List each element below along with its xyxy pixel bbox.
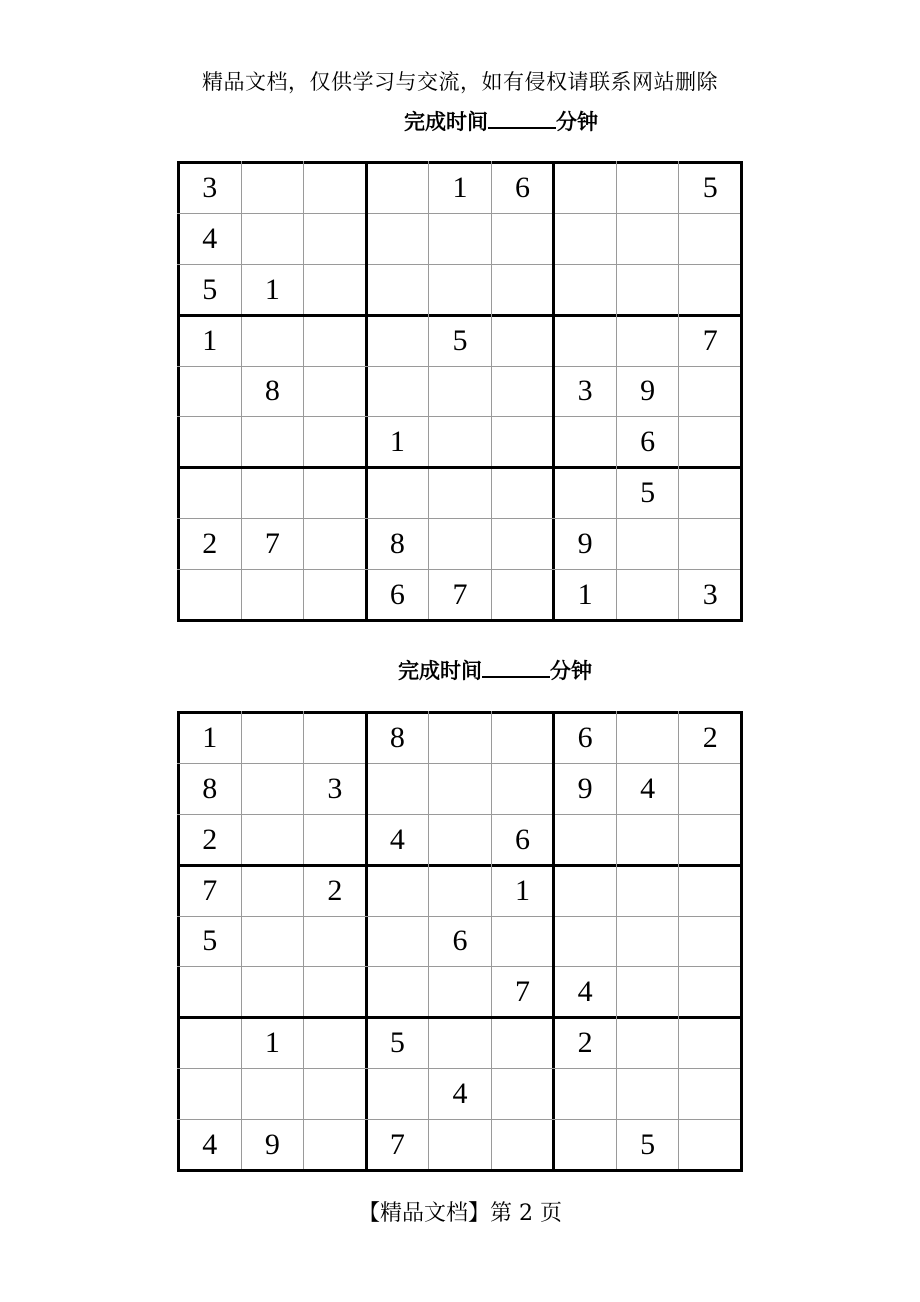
sudoku-cell: 2 bbox=[327, 873, 343, 907]
sudoku-cell: 7 bbox=[389, 1128, 405, 1162]
sudoku-cell bbox=[680, 918, 740, 966]
sudoku-cell bbox=[243, 469, 303, 517]
sudoku-cell bbox=[243, 1070, 303, 1118]
sudoku-cell bbox=[493, 469, 553, 517]
sudoku-cell: 6 bbox=[577, 720, 593, 754]
sudoku-cell bbox=[305, 164, 365, 212]
sudoku-cell bbox=[305, 571, 365, 619]
sudoku-cell bbox=[618, 317, 678, 365]
sudoku-cell: 7 bbox=[264, 527, 280, 561]
sudoku-cell bbox=[618, 215, 678, 263]
sudoku-cell bbox=[493, 317, 553, 365]
sudoku-cell bbox=[430, 418, 490, 466]
sudoku-cell bbox=[243, 164, 303, 212]
sudoku-cell bbox=[493, 215, 553, 263]
sudoku-cell bbox=[430, 968, 490, 1016]
time-blank bbox=[488, 107, 556, 129]
sudoku-cell bbox=[555, 266, 615, 314]
sudoku-cell bbox=[618, 1019, 678, 1067]
sudoku-cell bbox=[618, 816, 678, 864]
sudoku-cell bbox=[555, 918, 615, 966]
sudoku-cell bbox=[243, 918, 303, 966]
cell-line-vertical bbox=[428, 161, 429, 622]
sudoku-cell bbox=[680, 520, 740, 568]
sudoku-cell bbox=[430, 368, 490, 416]
sudoku-cell bbox=[680, 968, 740, 1016]
sudoku-cell bbox=[305, 520, 365, 568]
sudoku-cell bbox=[680, 418, 740, 466]
sudoku-cell bbox=[555, 317, 615, 365]
sudoku-cell: 5 bbox=[640, 476, 656, 510]
sudoku-cell bbox=[430, 816, 490, 864]
sudoku-cell bbox=[305, 215, 365, 263]
sudoku-cell: 4 bbox=[577, 975, 593, 1009]
sudoku-cell bbox=[680, 469, 740, 517]
sudoku-cell bbox=[618, 571, 678, 619]
sudoku-cell bbox=[555, 1121, 615, 1169]
sudoku-cell bbox=[180, 571, 240, 619]
sudoku-cell bbox=[430, 1019, 490, 1067]
sudoku-cell: 3 bbox=[202, 170, 218, 204]
sudoku-cell bbox=[243, 968, 303, 1016]
sudoku-cell bbox=[680, 1070, 740, 1118]
sudoku-cell bbox=[430, 215, 490, 263]
cell-line-horizontal bbox=[177, 916, 743, 917]
sudoku-cell: 4 bbox=[389, 822, 405, 856]
sudoku-cell: 9 bbox=[640, 374, 656, 408]
box-border-vertical bbox=[740, 711, 743, 1172]
sudoku-cell bbox=[180, 968, 240, 1016]
sudoku-cell bbox=[555, 1070, 615, 1118]
sudoku-cell bbox=[180, 1019, 240, 1067]
cell-line-vertical bbox=[616, 161, 617, 622]
sudoku-cell bbox=[555, 816, 615, 864]
sudoku-cell: 3 bbox=[702, 578, 718, 612]
sudoku-cell bbox=[493, 571, 553, 619]
sudoku-cell bbox=[493, 368, 553, 416]
cell-line-horizontal bbox=[177, 966, 743, 967]
completion-time-label-2 bbox=[398, 655, 592, 685]
sudoku-cell bbox=[305, 418, 365, 466]
sudoku-cell bbox=[305, 1070, 365, 1118]
sudoku-cell: 1 bbox=[515, 873, 531, 907]
sudoku-cell bbox=[180, 418, 240, 466]
timer-unit: 分钟 bbox=[556, 110, 598, 134]
sudoku-cell bbox=[430, 1121, 490, 1169]
sudoku-cell bbox=[430, 765, 490, 813]
cell-line-horizontal bbox=[177, 1068, 743, 1069]
sudoku-cell bbox=[368, 317, 428, 365]
sudoku-cell bbox=[618, 918, 678, 966]
sudoku-cell bbox=[243, 765, 303, 813]
sudoku-cell: 1 bbox=[202, 323, 218, 357]
sudoku-cell bbox=[243, 714, 303, 762]
sudoku-cell bbox=[618, 968, 678, 1016]
sudoku-cell bbox=[368, 918, 428, 966]
sudoku-cell bbox=[430, 867, 490, 915]
sudoku-cell: 3 bbox=[577, 374, 593, 408]
sudoku-cell bbox=[305, 714, 365, 762]
sudoku-cell bbox=[680, 215, 740, 263]
time-blank bbox=[482, 656, 550, 678]
sudoku-cell bbox=[618, 714, 678, 762]
sudoku-cell bbox=[430, 469, 490, 517]
sudoku-cell: 7 bbox=[515, 975, 531, 1009]
sudoku-cell: 8 bbox=[389, 720, 405, 754]
cell-line-vertical bbox=[491, 161, 492, 622]
sudoku-cell bbox=[305, 368, 365, 416]
sudoku-cell bbox=[243, 418, 303, 466]
sudoku-grid-1 bbox=[177, 161, 743, 622]
sudoku-cell bbox=[493, 520, 553, 568]
sudoku-cell: 1 bbox=[264, 272, 280, 306]
sudoku-cell: 8 bbox=[389, 527, 405, 561]
sudoku-cell: 8 bbox=[264, 374, 280, 408]
sudoku-cell: 1 bbox=[452, 170, 468, 204]
sudoku-cell bbox=[305, 1019, 365, 1067]
sudoku-cell bbox=[493, 1019, 553, 1067]
sudoku-cell bbox=[618, 266, 678, 314]
sudoku-cell: 2 bbox=[202, 527, 218, 561]
sudoku-cell bbox=[680, 368, 740, 416]
header-note: 精品文档，仅供学习与交流，如有侵权请联系网站删除 bbox=[202, 70, 718, 94]
box-border-horizontal bbox=[177, 1169, 743, 1172]
cell-line-horizontal bbox=[177, 264, 743, 265]
sudoku-cell: 6 bbox=[640, 425, 656, 459]
sudoku-cell: 1 bbox=[264, 1026, 280, 1060]
timer-label: 完成时间 bbox=[398, 659, 482, 683]
sudoku-cell bbox=[243, 215, 303, 263]
sudoku-cell: 5 bbox=[202, 272, 218, 306]
sudoku-cell bbox=[493, 1121, 553, 1169]
completion-time-label-1 bbox=[404, 106, 598, 136]
box-border-vertical bbox=[740, 161, 743, 622]
sudoku-cell bbox=[680, 867, 740, 915]
sudoku-cell: 6 bbox=[452, 924, 468, 958]
sudoku-cell: 7 bbox=[452, 578, 468, 612]
sudoku-cell bbox=[493, 765, 553, 813]
cell-line-horizontal bbox=[177, 213, 743, 214]
sudoku-cell bbox=[680, 765, 740, 813]
sudoku-cell bbox=[305, 968, 365, 1016]
sudoku-cell: 9 bbox=[577, 527, 593, 561]
sudoku-cell bbox=[430, 520, 490, 568]
cell-line-vertical bbox=[241, 161, 242, 622]
box-border-horizontal bbox=[177, 619, 743, 622]
cell-line-horizontal bbox=[177, 814, 743, 815]
sudoku-cell: 4 bbox=[640, 771, 656, 805]
sudoku-cell bbox=[368, 215, 428, 263]
sudoku-cell bbox=[368, 968, 428, 1016]
sudoku-cell bbox=[618, 520, 678, 568]
sudoku-cell: 1 bbox=[577, 578, 593, 612]
sudoku-cell bbox=[555, 867, 615, 915]
cell-line-vertical bbox=[678, 711, 679, 1172]
sudoku-cell: 4 bbox=[452, 1077, 468, 1111]
cell-line-vertical bbox=[428, 711, 429, 1172]
sudoku-cell: 4 bbox=[202, 1128, 218, 1162]
sudoku-cell: 7 bbox=[202, 873, 218, 907]
cell-line-horizontal bbox=[177, 1119, 743, 1120]
sudoku-cell bbox=[305, 918, 365, 966]
sudoku-cell: 6 bbox=[515, 170, 531, 204]
cell-line-horizontal bbox=[177, 518, 743, 519]
cell-line-horizontal bbox=[177, 763, 743, 764]
cell-line-vertical bbox=[241, 711, 242, 1172]
sudoku-grid-2 bbox=[177, 711, 743, 1172]
sudoku-cell bbox=[555, 164, 615, 212]
sudoku-cell bbox=[680, 816, 740, 864]
sudoku-cell: 5 bbox=[702, 170, 718, 204]
sudoku-cell bbox=[493, 418, 553, 466]
sudoku-cell: 9 bbox=[577, 771, 593, 805]
sudoku-cell bbox=[243, 816, 303, 864]
timer-label: 完成时间 bbox=[404, 110, 488, 134]
sudoku-cell: 2 bbox=[702, 720, 718, 754]
sudoku-cell bbox=[493, 1070, 553, 1118]
cell-line-vertical bbox=[491, 711, 492, 1172]
sudoku-cell bbox=[180, 1070, 240, 1118]
sudoku-cell: 5 bbox=[452, 323, 468, 357]
sudoku-cell bbox=[243, 571, 303, 619]
sudoku-cell bbox=[555, 469, 615, 517]
sudoku-cell bbox=[368, 266, 428, 314]
sudoku-cell: 6 bbox=[389, 578, 405, 612]
sudoku-cell bbox=[368, 164, 428, 212]
sudoku-cell bbox=[680, 266, 740, 314]
sudoku-cell: 1 bbox=[202, 720, 218, 754]
cell-line-vertical bbox=[678, 161, 679, 622]
sudoku-cell bbox=[368, 1070, 428, 1118]
sudoku-cell bbox=[305, 816, 365, 864]
sudoku-cell bbox=[368, 368, 428, 416]
sudoku-cell: 8 bbox=[202, 771, 218, 805]
sudoku-cell bbox=[618, 164, 678, 212]
sudoku-cell bbox=[618, 1070, 678, 1118]
sudoku-cell bbox=[680, 1121, 740, 1169]
sudoku-cell: 5 bbox=[389, 1026, 405, 1060]
sudoku-cell: 4 bbox=[202, 221, 218, 255]
timer-unit: 分钟 bbox=[550, 659, 592, 683]
sudoku-cell: 1 bbox=[389, 425, 405, 459]
sudoku-cell: 9 bbox=[264, 1128, 280, 1162]
sudoku-cell: 7 bbox=[702, 323, 718, 357]
sudoku-cell bbox=[368, 469, 428, 517]
sudoku-cell: 2 bbox=[202, 822, 218, 856]
sudoku-cell bbox=[243, 867, 303, 915]
cell-line-vertical bbox=[616, 711, 617, 1172]
cell-line-horizontal bbox=[177, 569, 743, 570]
cell-line-vertical bbox=[303, 711, 304, 1172]
sudoku-cell: 2 bbox=[577, 1026, 593, 1060]
sudoku-cell bbox=[305, 469, 365, 517]
sudoku-cell bbox=[493, 714, 553, 762]
sudoku-cell bbox=[493, 266, 553, 314]
sudoku-cell bbox=[555, 215, 615, 263]
cell-line-vertical bbox=[303, 161, 304, 622]
sudoku-cell: 5 bbox=[202, 924, 218, 958]
sudoku-cell bbox=[305, 317, 365, 365]
sudoku-cell bbox=[430, 714, 490, 762]
cell-line-horizontal bbox=[177, 416, 743, 417]
sudoku-cell bbox=[680, 1019, 740, 1067]
sudoku-cell bbox=[368, 867, 428, 915]
sudoku-cell bbox=[243, 317, 303, 365]
sudoku-cell bbox=[180, 368, 240, 416]
page-footer: 【精品文档】第 2 页 bbox=[358, 1201, 562, 1226]
sudoku-cell bbox=[180, 469, 240, 517]
sudoku-cell bbox=[305, 1121, 365, 1169]
cell-line-horizontal bbox=[177, 366, 743, 367]
sudoku-cell: 5 bbox=[640, 1128, 656, 1162]
sudoku-cell: 6 bbox=[515, 822, 531, 856]
sudoku-cell bbox=[493, 918, 553, 966]
sudoku-cell: 3 bbox=[327, 771, 343, 805]
sudoku-cell bbox=[618, 867, 678, 915]
sudoku-cell bbox=[430, 266, 490, 314]
sudoku-cell bbox=[555, 418, 615, 466]
sudoku-cell bbox=[305, 266, 365, 314]
sudoku-cell bbox=[368, 765, 428, 813]
